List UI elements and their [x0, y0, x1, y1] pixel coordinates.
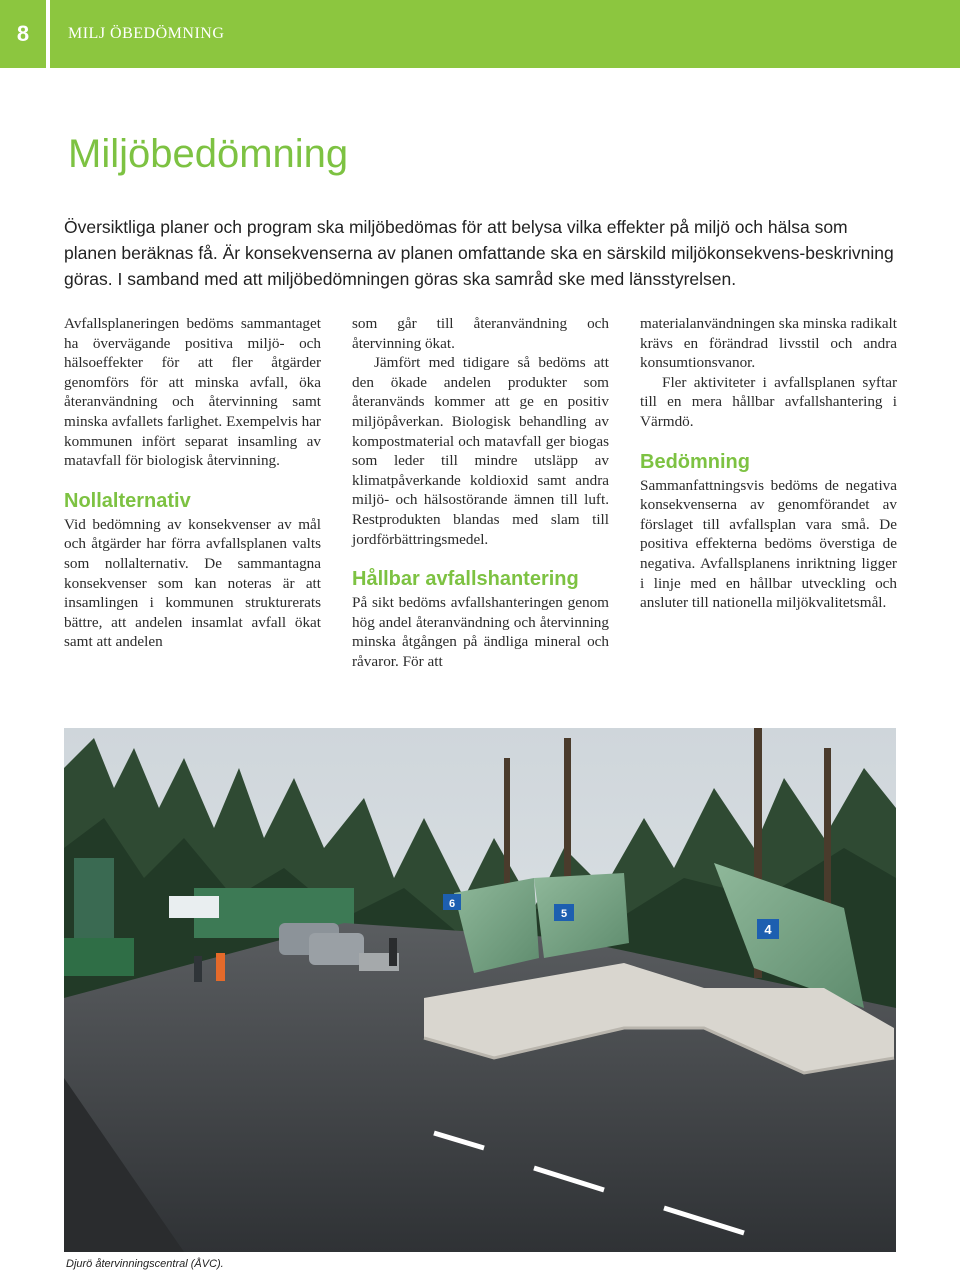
col2-paragraph-3: På sikt bedöms avfallshanteringen genom hög andel återanvändning och återvinning minska åtgången på ändliga mineral och råvaror. För att: [352, 594, 609, 670]
car: [309, 933, 364, 965]
info-sign: [169, 896, 219, 918]
bin-sign-5-label: 5: [560, 908, 568, 920]
bin-sign-4-label: 4: [764, 922, 772, 937]
column-3: [640, 314, 897, 613]
col2-paragraph-2: Jämfört med tidigare så bedöms att den ökade andelen produkter som återanvänds kommer att ge en positiv miljöpåverkan. Biologisk behandling av kompostmaterial och matavfall ger biogas som leder till mindre utsläpp av klimatpåverkande koldioxid samt andra miljö- och hälsostörande ämnen till luft. Restprodukten blandas med slam till jordförbättringsmedel.: [352, 354, 609, 548]
heading-nollalternativ: Nollalternativ: [64, 489, 191, 512]
page-title: Miljöbedömning: [68, 132, 349, 176]
person-hi-vis: [216, 953, 225, 981]
person: [194, 956, 202, 982]
bin-lid-5: [534, 873, 629, 958]
heading-hallbar-avfallshantering: Hållbar avfallshantering: [352, 568, 579, 591]
person: [389, 938, 397, 966]
page-number-divider: [46, 0, 50, 68]
bin-sign-6-label: 6: [448, 898, 456, 910]
intro-paragraph: Översiktliga planer och program ska miljöbedömas för att belysa vilka effekter på miljö och hälsa som planen beräknas få. Är konsekvenserna av planen omfattande ska en särskild miljökonsekvens-beskrivning göras. I samband med att miljöbedömningen göras ska samråd ske med länsstyrelsen.: [64, 217, 894, 289]
photo-caption: Djurö återvinningscentral (ÅVC).: [66, 1258, 224, 1270]
col2-paragraph-1: som går till återanvändning och återvinning ökat.: [352, 315, 609, 352]
page-number: 8: [16, 21, 30, 46]
column-1: [64, 314, 321, 652]
col1-paragraph-2: Vid bedömning av konsekvenser av mål och åtgärder har förra avfallsplanen valts som nollalternativ. De sammantagna konsekvenser som kan noteras är att insamlingen i kommunen strukturerats bättre, att andelen insamlat avfall ökat samt att andelen: [64, 515, 321, 651]
col1-paragraph-1: Avfallsplaneringen bedöms sammantaget ha övervägande positiva miljö- och hälsoeffekter för att fler åtgärder genomförs för att minska avfall, öka återanvändning och återvinning samt minska avfallets farlighet. Exempelvis har kommunen infört separat insamling av matavfall för biologisk återvinning.: [64, 315, 321, 470]
green-container: [64, 938, 134, 976]
recycling-centre-photo: [64, 728, 896, 1252]
col3-paragraph-2: Fler aktiviteter i avfallsplanen syftar till en mera hållbar avfallshantering i Värmdö.: [640, 373, 897, 430]
section-label: MILJ ÖBEDÖMNING: [68, 25, 225, 42]
column-2: [352, 314, 609, 672]
col3-paragraph-1: materialanvändningen ska minska radikalt krävs en förändrad livsstil och andra konsumtionsvanor.: [640, 315, 897, 372]
heading-bedomning: Bedömning: [640, 450, 750, 473]
col3-paragraph-3: Sammanfattningsvis bedöms de negativa konsekvenserna av genomförandet av förslaget till avfallsplan vara små. De positiva effekterna bedöms överstiga de negativa. Avfallsplanens inriktning ligger i linje med en hållbar utveckling och ansluter till nationella miljökvalitetsmål.: [640, 476, 897, 612]
